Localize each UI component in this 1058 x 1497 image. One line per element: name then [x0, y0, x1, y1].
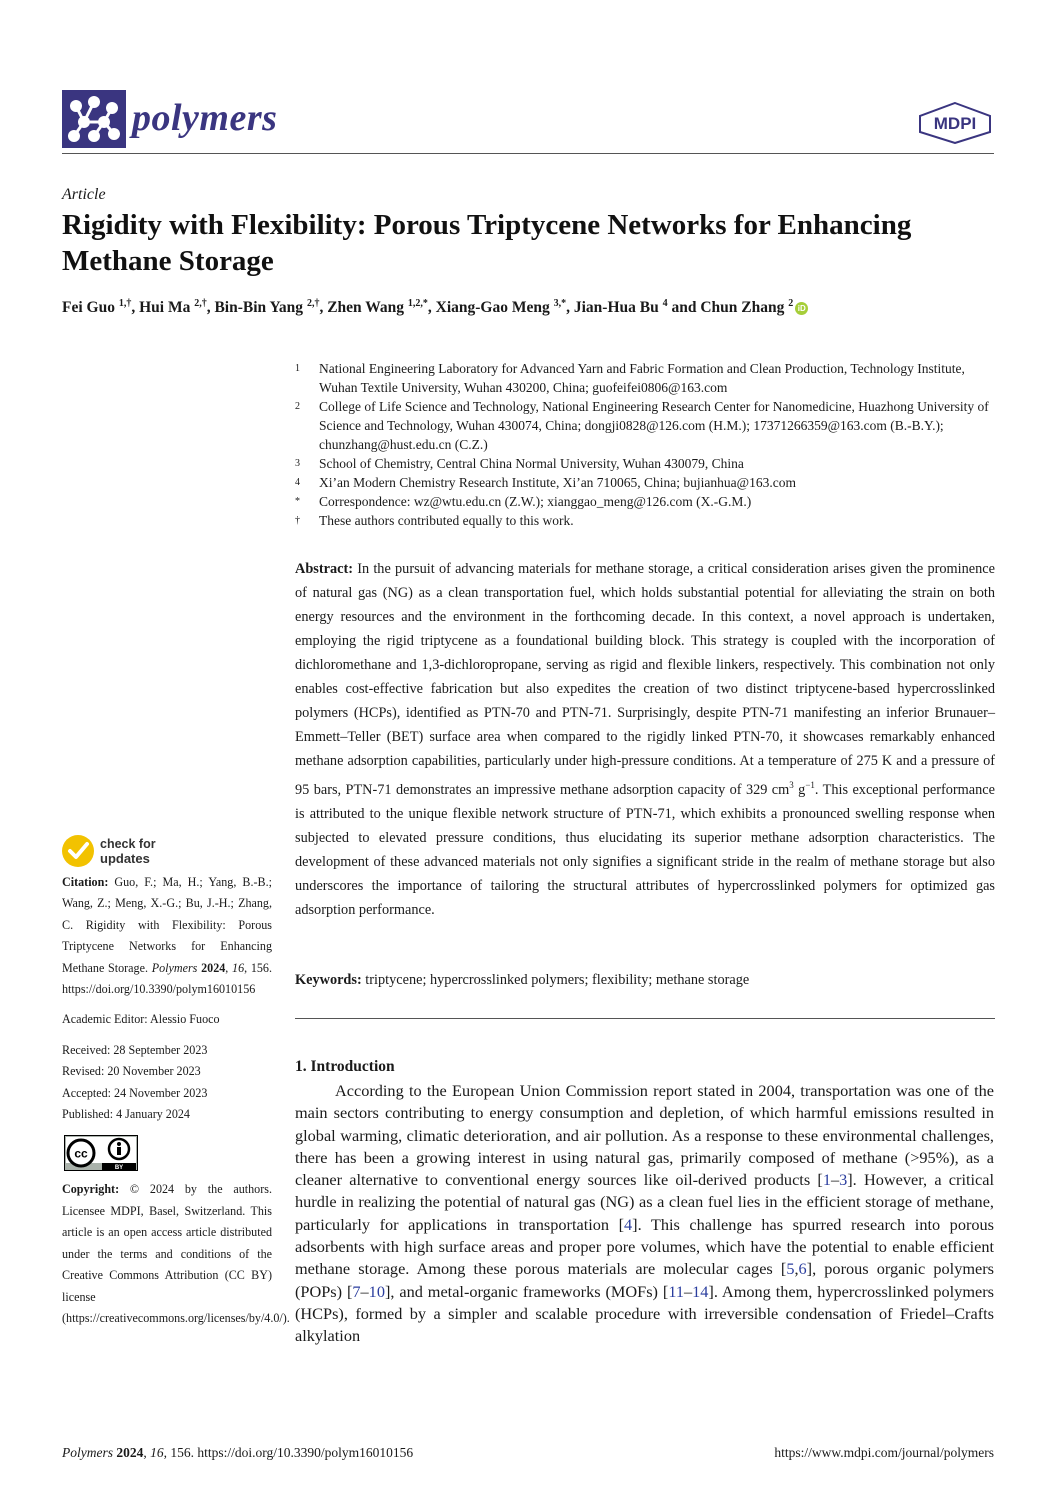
author-list: Fei Guo $^{1,\dagger}$, Hui Ma $^{2,\dagger}$, Bin-Bin Yang $^{2,\dagger}$, Zhen Wang $^{1,2,*}$, Xiang-Gao Meng $^{3,*}$, Jian-Hua Bu $^4$ and Chun Zhang $^2$ iD: [62, 298, 992, 317]
citation-volume: 16: [232, 960, 245, 975]
affiliation-text: These authors contributed equally to this work.: [319, 513, 574, 528]
reference-link[interactable]: 14: [692, 1281, 709, 1301]
academic-editor: Academic Editor: Alessio Fuoco: [62, 1012, 220, 1027]
footer-citation: Polymers 2024, 16, 156. https://doi.org/10.3390/polym16010156: [62, 1445, 414, 1460]
keywords-label: Keywords:: [295, 972, 362, 988]
abstract-divider: [295, 1018, 995, 1019]
citation-doi[interactable]: , 156. https://doi.org/10.3390/polym16010156: [62, 960, 273, 997]
author-affiliation-marks: 2,†: [194, 298, 207, 309]
affiliation-text: School of Chemistry, Central China Normal University, Wuhan 430079, China: [319, 456, 744, 471]
revised-date: Revised: 20 November 2023: [62, 1064, 201, 1079]
author-affiliation-marks: 1,2,*: [407, 298, 428, 309]
citation-label: Citation:: [62, 875, 109, 889]
author[interactable]: Hui Ma: [139, 299, 191, 317]
intro-paragraph: According to the European Union Commission report stated in 2004, transportation was one of the main sectors contributing to energy consumption and depletion, of which harmful emissions resulted in global warming, climatic deterioration, and air pollution. As a response to these environmental challenges, there has been a growing interest in using natural gas, primarily composed of methane (>95%), as a cleaner alternative to conventional energy sources like oil-derived products [1–3]. However, a critical hurdle in realizing the potential of natural gas (NG) as a clean fuel lies in the efficient storage of methane, particularly for applications in transportation [4]. This challenge has spurred research into porous adsorbents with high surface areas and proper pore volumes, which have the potential to enable efficient methane storage. Among these porous materials are molecular cages [5,6], porous organic polymers (POPs) [7–10], and metal-organic frameworks (MOFs) [11–14]. Among them, hypercrosslinked polymers (HCPs), formed by a simpler and scalable procedure with irreversible condensation of Friedel–Crafts alkylation: [295, 1081, 995, 1346]
abstract-superscript: 3: [789, 780, 794, 790]
author[interactable]: Zhen Wang: [327, 299, 405, 317]
affiliation-item: [295, 511, 995, 530]
cc-by-label: BY: [114, 1165, 124, 1172]
abstract-superscript: −1: [805, 780, 815, 790]
reference-link[interactable]: 6: [798, 1259, 807, 1279]
mdpi-logo-text: MDPI: [933, 114, 977, 133]
affiliations: [295, 359, 995, 530]
footer-volume: 16: [150, 1445, 164, 1460]
affiliation-mark: 4: [295, 477, 300, 488]
author-affiliation-marks: 2,†: [306, 298, 320, 309]
accepted-date: Accepted: 24 November 2023: [62, 1085, 208, 1100]
citation-text: Guo, F.; Ma, H.; Yang, B.-B.; Wang, Z.; Meng, X.-G.; Bu, J.-H.; Zhang, C. Rigidity with Flexibility: Porous Triptycene Networks for Enhancing Methane Storage.: [62, 875, 272, 975]
keywords: [295, 968, 995, 992]
keywords-text: triptycene; hypercrosslinked polymers; flexibility; methane storage: [361, 972, 750, 988]
intro-text: ]. This challenge has spurred research into porous adsorbents with high surface areas and proper pore volumes, which have the potential to enable efficient methane storage. Among these porous materials are molecular cages [: [295, 1214, 994, 1279]
article-type: Article: [62, 186, 106, 203]
citation-year: 2024: [201, 960, 226, 975]
reference-link[interactable]: 7: [352, 1281, 361, 1301]
affiliation-text: Correspondence: wz@wtu.edu.cn (Z.W.); xianggao_meng@126.com (X.-G.M.): [319, 494, 752, 509]
copyright-text: © 2024 by the authors. Licensee MDPI, Basel, Switzerland. This article is an open access article distributed under the terms and conditions of the Creative Commons Attribution (CC BY) license (https://creativecommons.org/licenses/by/4.0/).: [62, 1182, 290, 1325]
check-updates-line2: updates: [100, 851, 150, 866]
author-affiliation-marks: 4: [662, 298, 668, 309]
sidebar: [62, 872, 290, 1329]
footer-year: 2024: [116, 1445, 144, 1460]
svg-text:cc: cc: [74, 1146, 88, 1161]
article-title: Rigidity with Flexibility: Porous Triptycene Networks for Enhancing Methane Storage: [62, 209, 912, 277]
affiliation-text: National Engineering Laboratory for Advanced Yarn and Fabric Formation and Clean Production, Technology Institute, Wuhan Textile University, Wuhan 430200, China; guofeifei0806@163.com: [319, 361, 965, 395]
affiliation-item: [295, 359, 995, 397]
reference-link[interactable]: 4: [624, 1214, 633, 1234]
received-date: Received: 28 September 2023: [62, 1042, 208, 1057]
reference-link[interactable]: 3: [839, 1170, 848, 1190]
affiliation-mark: 3: [295, 458, 300, 469]
citation-journal: Polymers: [151, 960, 198, 975]
author-affiliation-marks: 2: [788, 298, 794, 309]
abstract: [295, 557, 995, 922]
author[interactable]: Bin-Bin Yang: [214, 299, 304, 317]
author[interactable]: Chun Zhang: [700, 299, 785, 317]
polymers-logo-icon: [62, 90, 126, 148]
copyright-label: Copyright:: [62, 1182, 120, 1197]
footer-doi[interactable]: , 156. https://doi.org/10.3390/polym16010156: [163, 1445, 414, 1460]
intro-text: ]. Among them, hypercrosslinked polymers (HCPs), formed by a simpler and scalable procedure with irreversible condensation of Friedel–Crafts alkylation: [295, 1281, 994, 1346]
mdpi-logo-icon[interactable]: [918, 102, 992, 144]
affiliation-item: [295, 454, 995, 473]
footer-journal: Polymers: [62, 1445, 113, 1460]
affiliation-mark: †: [295, 515, 300, 526]
intro-text: ], and metal-organic frameworks (MOFs) [: [384, 1281, 669, 1301]
affiliation-item: [295, 492, 995, 511]
orcid-icon[interactable]: iD: [795, 302, 808, 315]
author[interactable]: Jian-Hua Bu: [573, 299, 659, 317]
affiliation-text: Xi’an Modern Chemistry Research Institute, Xi’an 710065, China; bujianhua@163.com: [319, 475, 796, 490]
affiliation-mark: 1: [295, 363, 300, 374]
intro-text: ], porous organic polymers (POPs) [: [295, 1259, 994, 1301]
author[interactable]: Fei Guo: [62, 299, 115, 317]
citation: Citation: Guo, F.; Ma, H.; Yang, B.-B.; Wang, Z.; Meng, X.-G.; Bu, J.-H.; Zhang, C. Rigidity with Flexibility: Porous Triptycene Networks for Enhancing Methane Storage. Polymers 2024, 16, 156. https://doi.org/10.3390/polym16010156: [62, 875, 273, 997]
affiliation-item: [295, 473, 995, 492]
check-icon: [62, 835, 94, 867]
abstract-text: In the pursuit of advancing materials for methane storage, a critical consideration arises given the prominence of natural gas (NG) as a clean transportation fuel, which holds substantial potential for alleviating the strain on both energy resources and the environment in the forthcoming decade. In this context, a novel approach is undertaken, employing the rigid triptycene as a foundational building block. This strategy is coupled with the incorporation of dichloromethane and 1,3-dichloropropane, serving as rigid and flexible linkers, respectively. This combination not only enables cost-effective fabrication but also expedites the creation of two distinct triptycene-based hypercrosslinked polymers (HCPs), identified as PTN-70 and PTN-71. Surprisingly, despite PTN-71 manifesting an inferior Brunauer–Emmett–Teller (BET) surface area when compared to the rigidly linked PTN-70, it showcases remarkably enhanced methane adsorption capabilities, particularly under high-pressure conditions. At a temperature of 275 K and a pressure of 95 bars, PTN-71 demonstrates an impressive methane adsorption capacity of 329 cm: [295, 561, 995, 798]
reference-link[interactable]: 5: [786, 1259, 795, 1279]
reference-link[interactable]: 10: [368, 1281, 385, 1301]
affiliation-mark: *: [295, 496, 300, 507]
affiliation-mark: 2: [295, 401, 300, 412]
reference-link[interactable]: 1: [822, 1170, 831, 1190]
abstract-text: . This exceptional performance is attributed to the unique flexible network structure of PTN-71, which exhibits a pronounced swelling response when subjected to elevated pressure conditions, thus elucidating its superior methane adsorption characteristics. The development of these advanced materials not only signifies a significant stride in the realm of methane storage but also underscores the importance of tailoring the structural attributes of hypercrosslinked polymers for optimized gas adsorption performance.: [295, 781, 995, 918]
cc-by-license-icon[interactable]: [64, 1135, 138, 1171]
affiliation-text: College of Life Science and Technology, National Engineering Research Center for Nanomedicine, Huazhong University of Science and Technology, Wuhan 430074, China; dongji0828@126.com (H.M.); 17371266359@163.com (B.-B.Y.); chunzhang@hust.edu.cn (C.Z.): [319, 399, 989, 452]
check-for-updates-badge[interactable]: [62, 833, 242, 869]
reference-link[interactable]: 11: [668, 1281, 684, 1301]
copyright: [62, 1179, 290, 1329]
affiliation-item: [295, 397, 995, 454]
author-affiliation-marks: 1,†: [118, 298, 132, 309]
author-affiliation-marks: 3,*: [553, 298, 567, 309]
header-divider: [62, 153, 994, 154]
published-date: Published: 4 January 2024: [62, 1107, 190, 1122]
intro-text: According to the European Union Commission report stated in 2004, transportation was one of the main sectors contributing to energy consumption and depletion, of which harmful emissions resulted in global warming, climatic deterioration, and air pollution. As a response to these environmental challenges, there has been a growing interest in using natural gas, primarily composed of methane (>95%), as a cleaner alternative to conventional energy sources like oil-derived products [: [295, 1081, 994, 1190]
abstract-label: Abstract:: [295, 561, 353, 577]
abstract-text: g: [793, 781, 806, 798]
journal-name: polymers: [132, 97, 278, 139]
footer-journal-url[interactable]: https://www.mdpi.com/journal/polymers: [774, 1445, 994, 1460]
author[interactable]: Xiang-Gao Meng: [435, 299, 550, 317]
check-updates-line1: check for: [100, 837, 156, 851]
intro-text: ]. However, a critical hurdle in realizing the potential of natural gas (NG) as a clean fuel lies in the efficient storage of methane, particularly for applications in transportation [: [295, 1170, 995, 1234]
section-heading: 1. Introduction: [295, 1058, 395, 1075]
